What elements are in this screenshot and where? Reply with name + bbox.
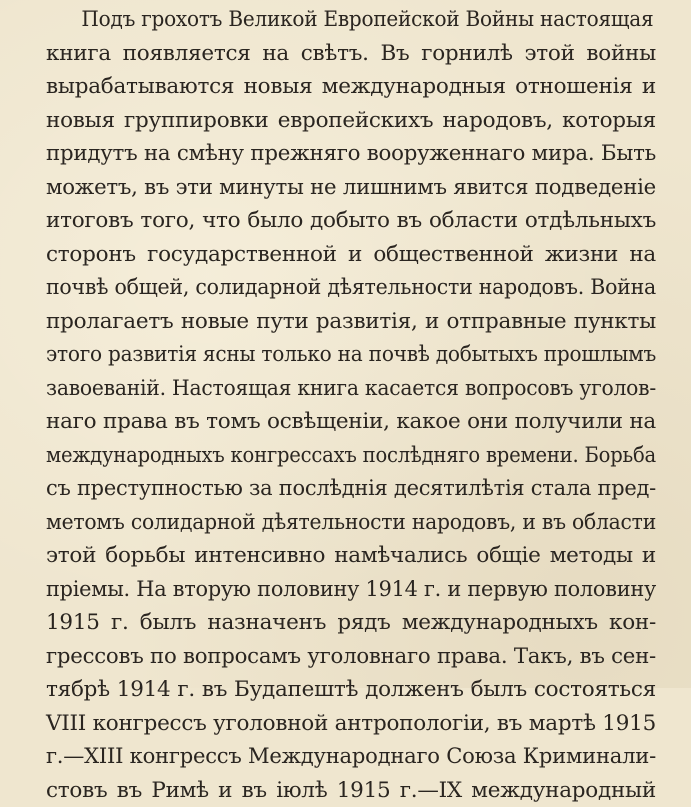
text-line: новыя группировки европейскихъ народовъ, которыя — [46, 104, 656, 138]
text-line: этой борьбы интенсивно намѣчались общіе методы и — [46, 539, 656, 573]
text-line: почвѣ общей, солидарной дѣятельности народовъ. Война — [46, 271, 656, 305]
text-line: придутъ на смѣну прежняго вооруженнаго мира. Быть — [46, 137, 656, 171]
text-line: книга появляется на свѣтъ. Въ горнилѣ этой войны — [46, 37, 656, 71]
text-line: метомъ солидарной дѣятельности народовъ, и въ области — [46, 506, 656, 540]
text-line: вырабатываются новыя международныя отношенія и — [46, 70, 656, 104]
text-line: 1915 г. былъ назначенъ рядъ международныхъ кон- — [46, 606, 656, 640]
text-line: итоговъ того, что было добыто въ области отдѣльныхъ — [46, 204, 656, 238]
text-line: съ преступностью за послѣднія десятилѣтія стала пред- — [46, 472, 656, 506]
text-line: VIII конгрессъ уголовной антропологіи, въ мартѣ 1915 — [46, 707, 656, 741]
text-line: можетъ, въ эти минуты не лишнимъ явится подведеніе — [46, 171, 656, 205]
text-line: грессовъ по вопросамъ уголовнаго права. Такъ, въ сен- — [46, 640, 656, 674]
text-line: г.—XIII конгрессъ Международнаго Союза Криминали- — [46, 740, 656, 774]
body-paragraph — [46, 3, 656, 807]
text-line: Подъ грохотъ Великой Европейской Войны настоящая — [46, 3, 653, 37]
text-line: наго права въ томъ освѣщеніи, какое они получили на — [46, 405, 656, 439]
text-line: завоеваній. Настоящая книга касается вопросовъ уголов- — [46, 372, 656, 406]
text-line: тябрѣ 1914 г. въ Будапештѣ долженъ былъ состояться — [46, 673, 656, 707]
text-line: международныхъ конгрессахъ послѣдняго времени. Борьба — [46, 439, 656, 473]
text-line: этого развитія ясны только на почвѣ добытыхъ прошлымъ — [46, 338, 656, 372]
text-line: стовъ въ Римѣ и въ іюлѣ 1915 г.—IX международный — [46, 774, 656, 807]
text-line: сторонъ государственной и общественной жизни на — [46, 238, 656, 272]
text-line: пріемы. На вторую половину 1914 г. и первую половину — [46, 573, 656, 607]
text-line: пролагаетъ новые пути развитія, и отправные пункты — [46, 305, 656, 339]
